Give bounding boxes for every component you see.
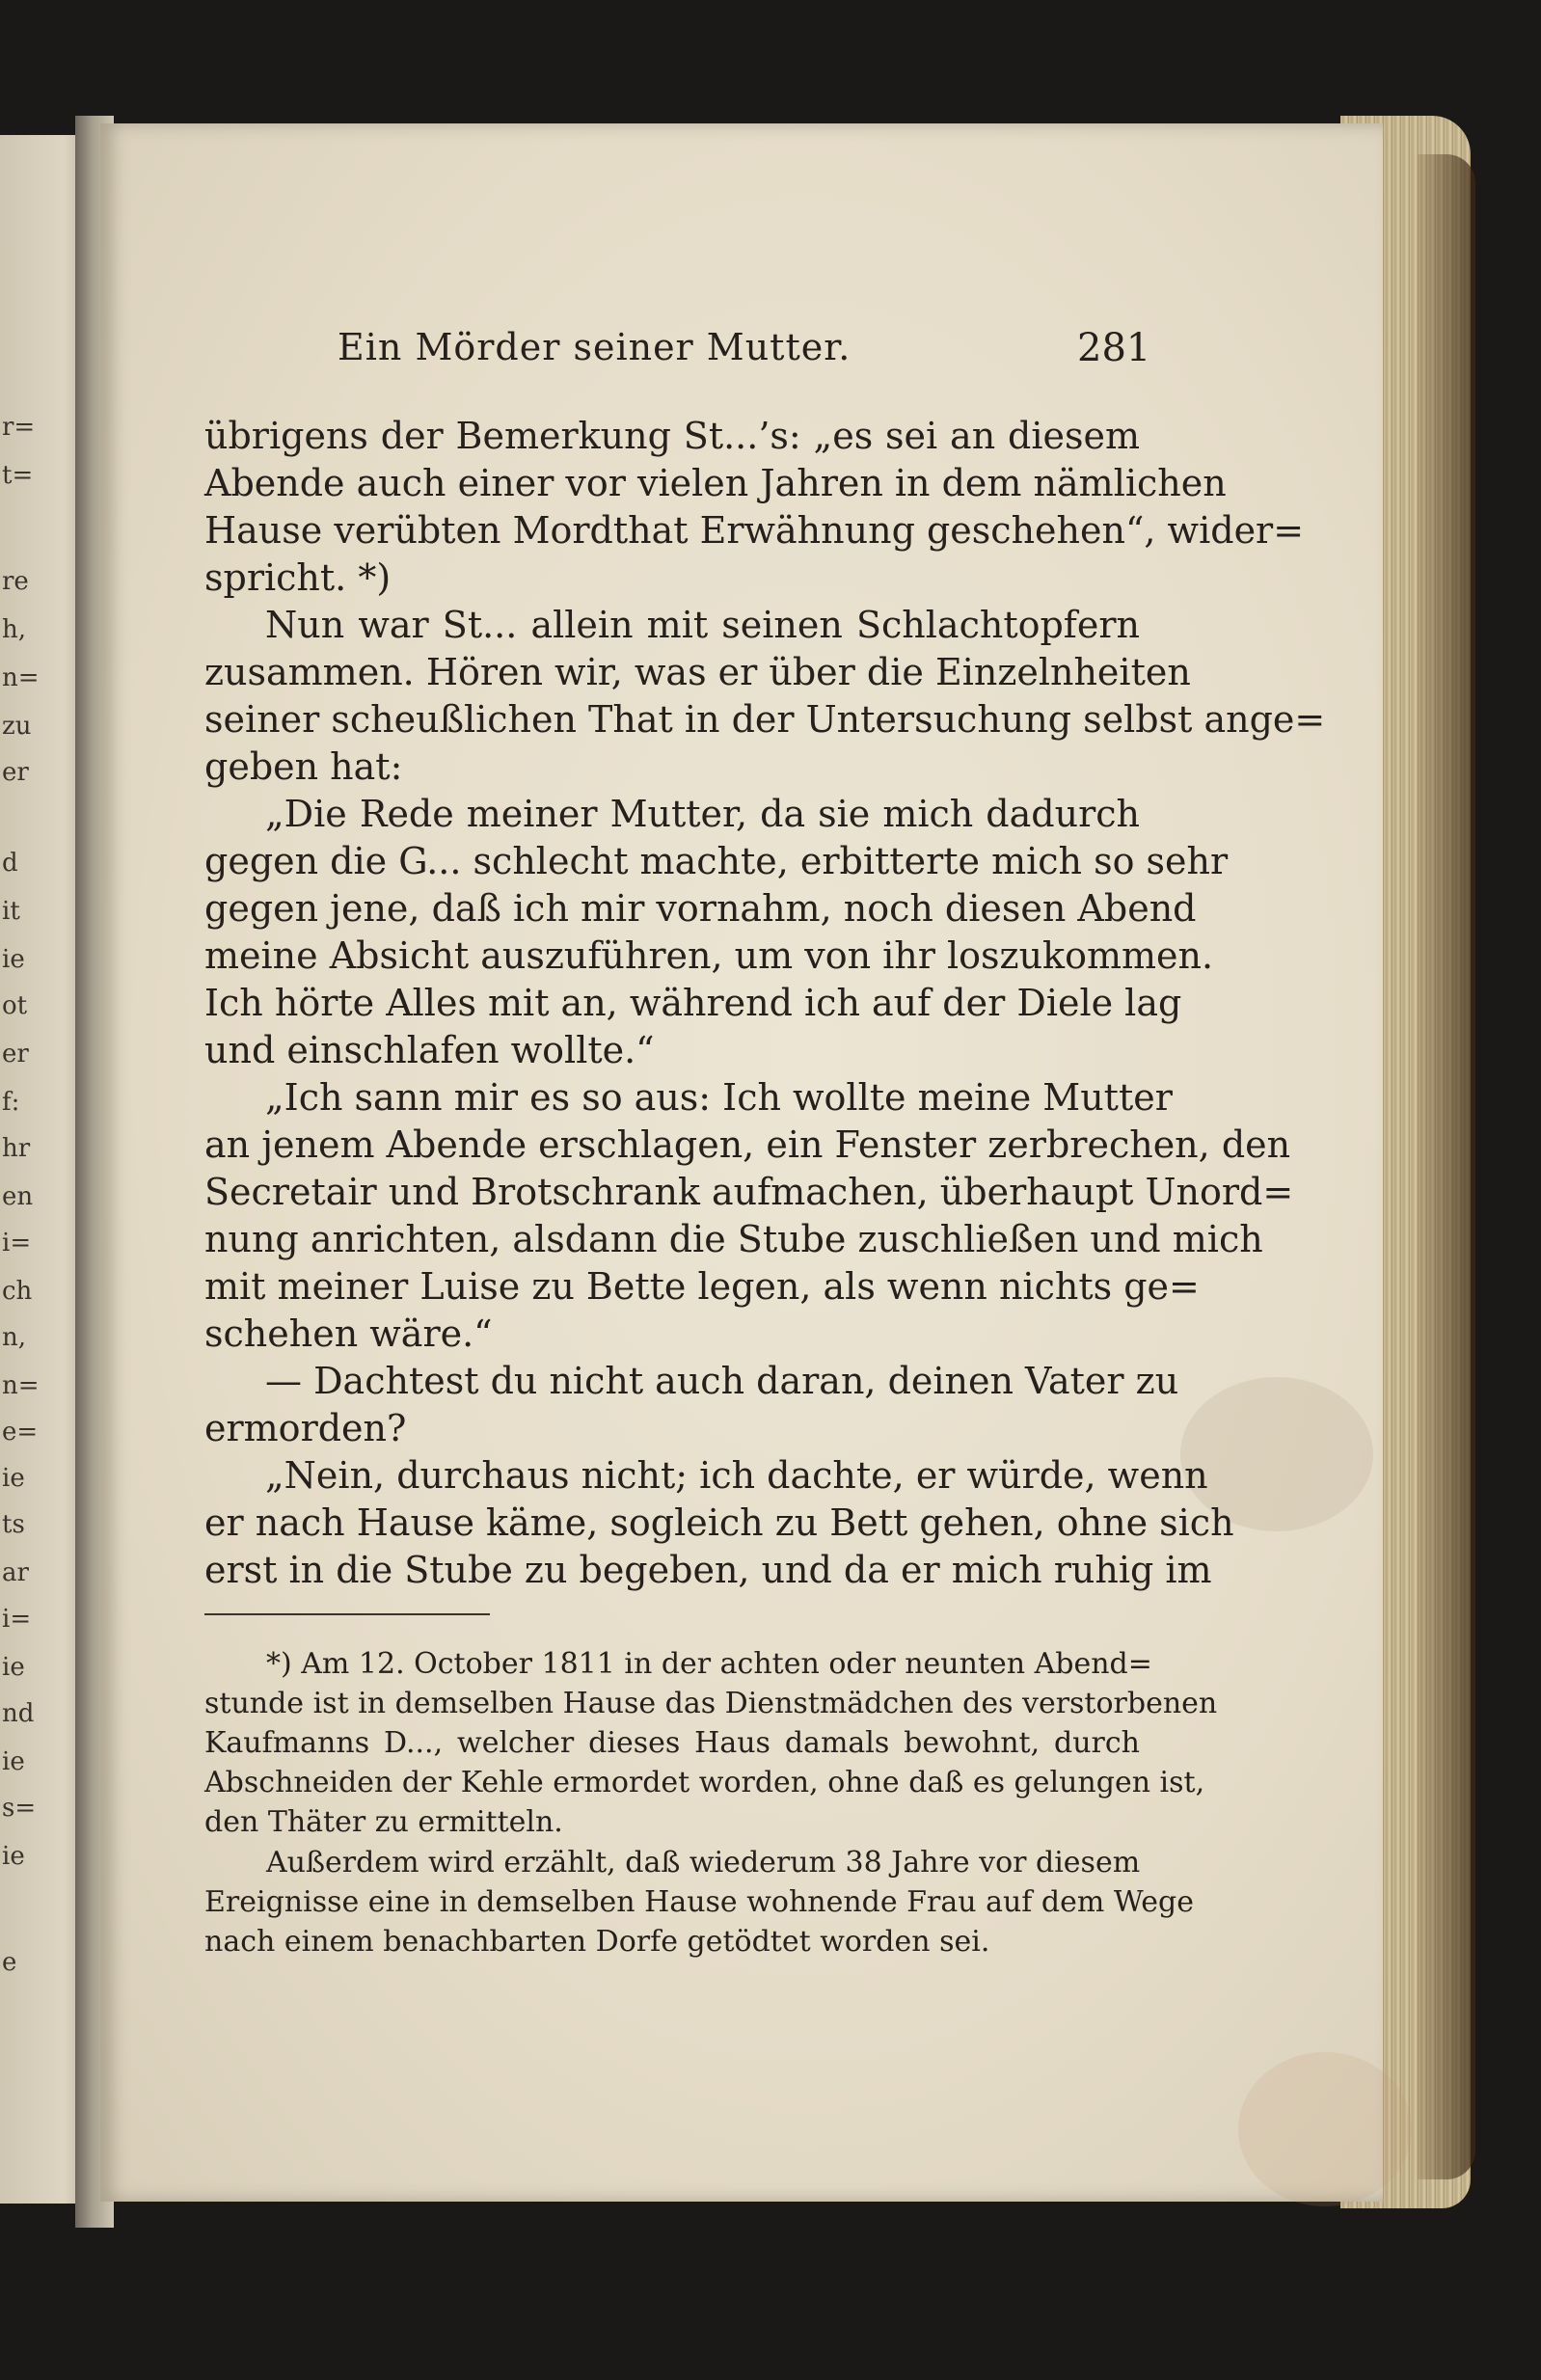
left-page-fragment: ts [2,1510,25,1539]
left-page-fragment: ie [2,1653,25,1682]
left-page-fragment: ie [2,1842,25,1871]
body-line: „Die Rede meiner Mutter, da sie mich dadurch [265,793,1140,835]
paper-stain [1238,2052,1412,2206]
body-line: Ich hörte Alles mit an, während ich auf der Diele lag [204,982,1182,1024]
left-page-fragment: ar [2,1558,29,1587]
page-number: 281 [1077,326,1151,370]
left-page-fragment: e= [2,1418,39,1447]
body-line: schehen wäre.“ [204,1312,493,1355]
body-line: gegen jene, daß ich mir vornahm, noch diesen Abend [204,887,1197,930]
footnote-line: Kaufmanns D..., welcher dieses Haus damals bewohnt, durch [204,1726,1140,1760]
footnote-line: *) Am 12. October 1811 in der achten oder neunten Abend= [266,1647,1152,1681]
left-page-fragment: it [2,897,20,926]
body-line: gegen die G... schlecht machte, erbitterte mich so sehr [204,840,1229,882]
body-line: Abende auch einer vor vielen Jahren in dem nämlichen [204,462,1227,504]
body-line: seiner scheußlichen That in der Untersuchung selbst ange= [204,698,1326,741]
footnote-line: Ereignisse eine in demselben Hause wohnende Frau auf dem Wege [204,1885,1194,1919]
body-line: Nun war St... allein mit seinen Schlachtopfern [265,604,1140,646]
footnote-line: Abschneiden der Kehle ermordet worden, ohne daß es gelungen ist, [204,1766,1205,1799]
left-page-fragment: en [2,1182,34,1211]
body-line: meine Absicht auszuführen, um von ihr loszukommen. [204,934,1214,977]
body-line: übrigens der Bemerkung St...’s: „es sei an diesem [204,415,1140,457]
left-page-fragment: nd [2,1699,35,1728]
left-page-fragment: er [2,1040,29,1068]
body-line: — Dachtest du nicht auch daran, deinen Vater zu [265,1360,1179,1402]
body-line: und einschlafen wollte.“ [204,1029,655,1071]
left-page-fragment: t= [2,461,34,490]
footnote-line: nach einem benachbarten Dorfe getödtet worden sei. [204,1925,990,1959]
left-page-fragment: r= [2,413,36,442]
left-page-fragment: ie [2,945,25,974]
left-page-fragment: ie [2,1464,25,1493]
body-line: nung anrichten, alsdann die Stube zuschließen und mich [204,1218,1263,1260]
left-page-fragment: er [2,758,29,787]
body-line: Secretair und Brotschrank aufmachen, überhaupt Unord= [204,1171,1294,1213]
left-page-fragment: s= [2,1794,37,1823]
left-page-fragment: n= [2,1371,40,1400]
left-page-fragment: ie [2,1747,25,1776]
left-page-fragment: ot [2,991,28,1020]
body-line: ermorden? [204,1407,407,1449]
body-line: mit meiner Luise zu Bette legen, als wenn nichts ge= [204,1265,1200,1308]
footnote-line: Außerdem wird erzählt, daß wiederum 38 Jahre vor diesem [266,1846,1141,1880]
left-page-fragment: e [2,1948,17,1977]
footnote-line: den Thäter zu ermitteln. [204,1805,563,1839]
left-page-fragment: f: [2,1088,20,1117]
left-page-fragment: n, [2,1323,27,1352]
page-edge-shadow [1418,154,1475,2179]
footnote-rule [204,1613,490,1615]
body-line: „Ich sann mir es so aus: Ich wollte meine Mutter [265,1076,1173,1119]
running-head: Ein Mörder seiner Mutter. [338,326,852,368]
body-line: geben hat: [204,745,403,788]
body-line: Hause verübten Mordthat Erwähnung geschehen“, wider= [204,509,1305,552]
left-page-fragment: n= [2,663,40,692]
body-line: er nach Hause käme, sogleich zu Bett gehen, ohne sich [204,1501,1234,1544]
left-page-fragment: d [2,849,18,878]
left-page-fragment: ch [2,1277,33,1306]
body-line: spricht. *) [204,556,392,599]
left-page-fragment: re [2,567,29,596]
left-page-fragment: i= [2,1605,32,1634]
body-line: zusammen. Hören wir, was er über die Einzelnheiten [204,651,1191,693]
body-line: an jenem Abende erschlagen, ein Fenster zerbrechen, den [204,1123,1291,1166]
left-page-fragment: h, [2,615,27,644]
footnote-line: stunde ist in demselben Hause das Dienstmädchen des verstorbenen [204,1687,1218,1720]
left-page-fragment: hr [2,1134,31,1163]
body-line: „Nein, durchaus nicht; ich dachte, er würde, wenn [265,1454,1208,1497]
left-page-fragment: zu [2,712,32,741]
body-line: erst in die Stube zu begeben, und da er mich ruhig im [204,1549,1212,1591]
left-page-fragment: i= [2,1229,32,1258]
